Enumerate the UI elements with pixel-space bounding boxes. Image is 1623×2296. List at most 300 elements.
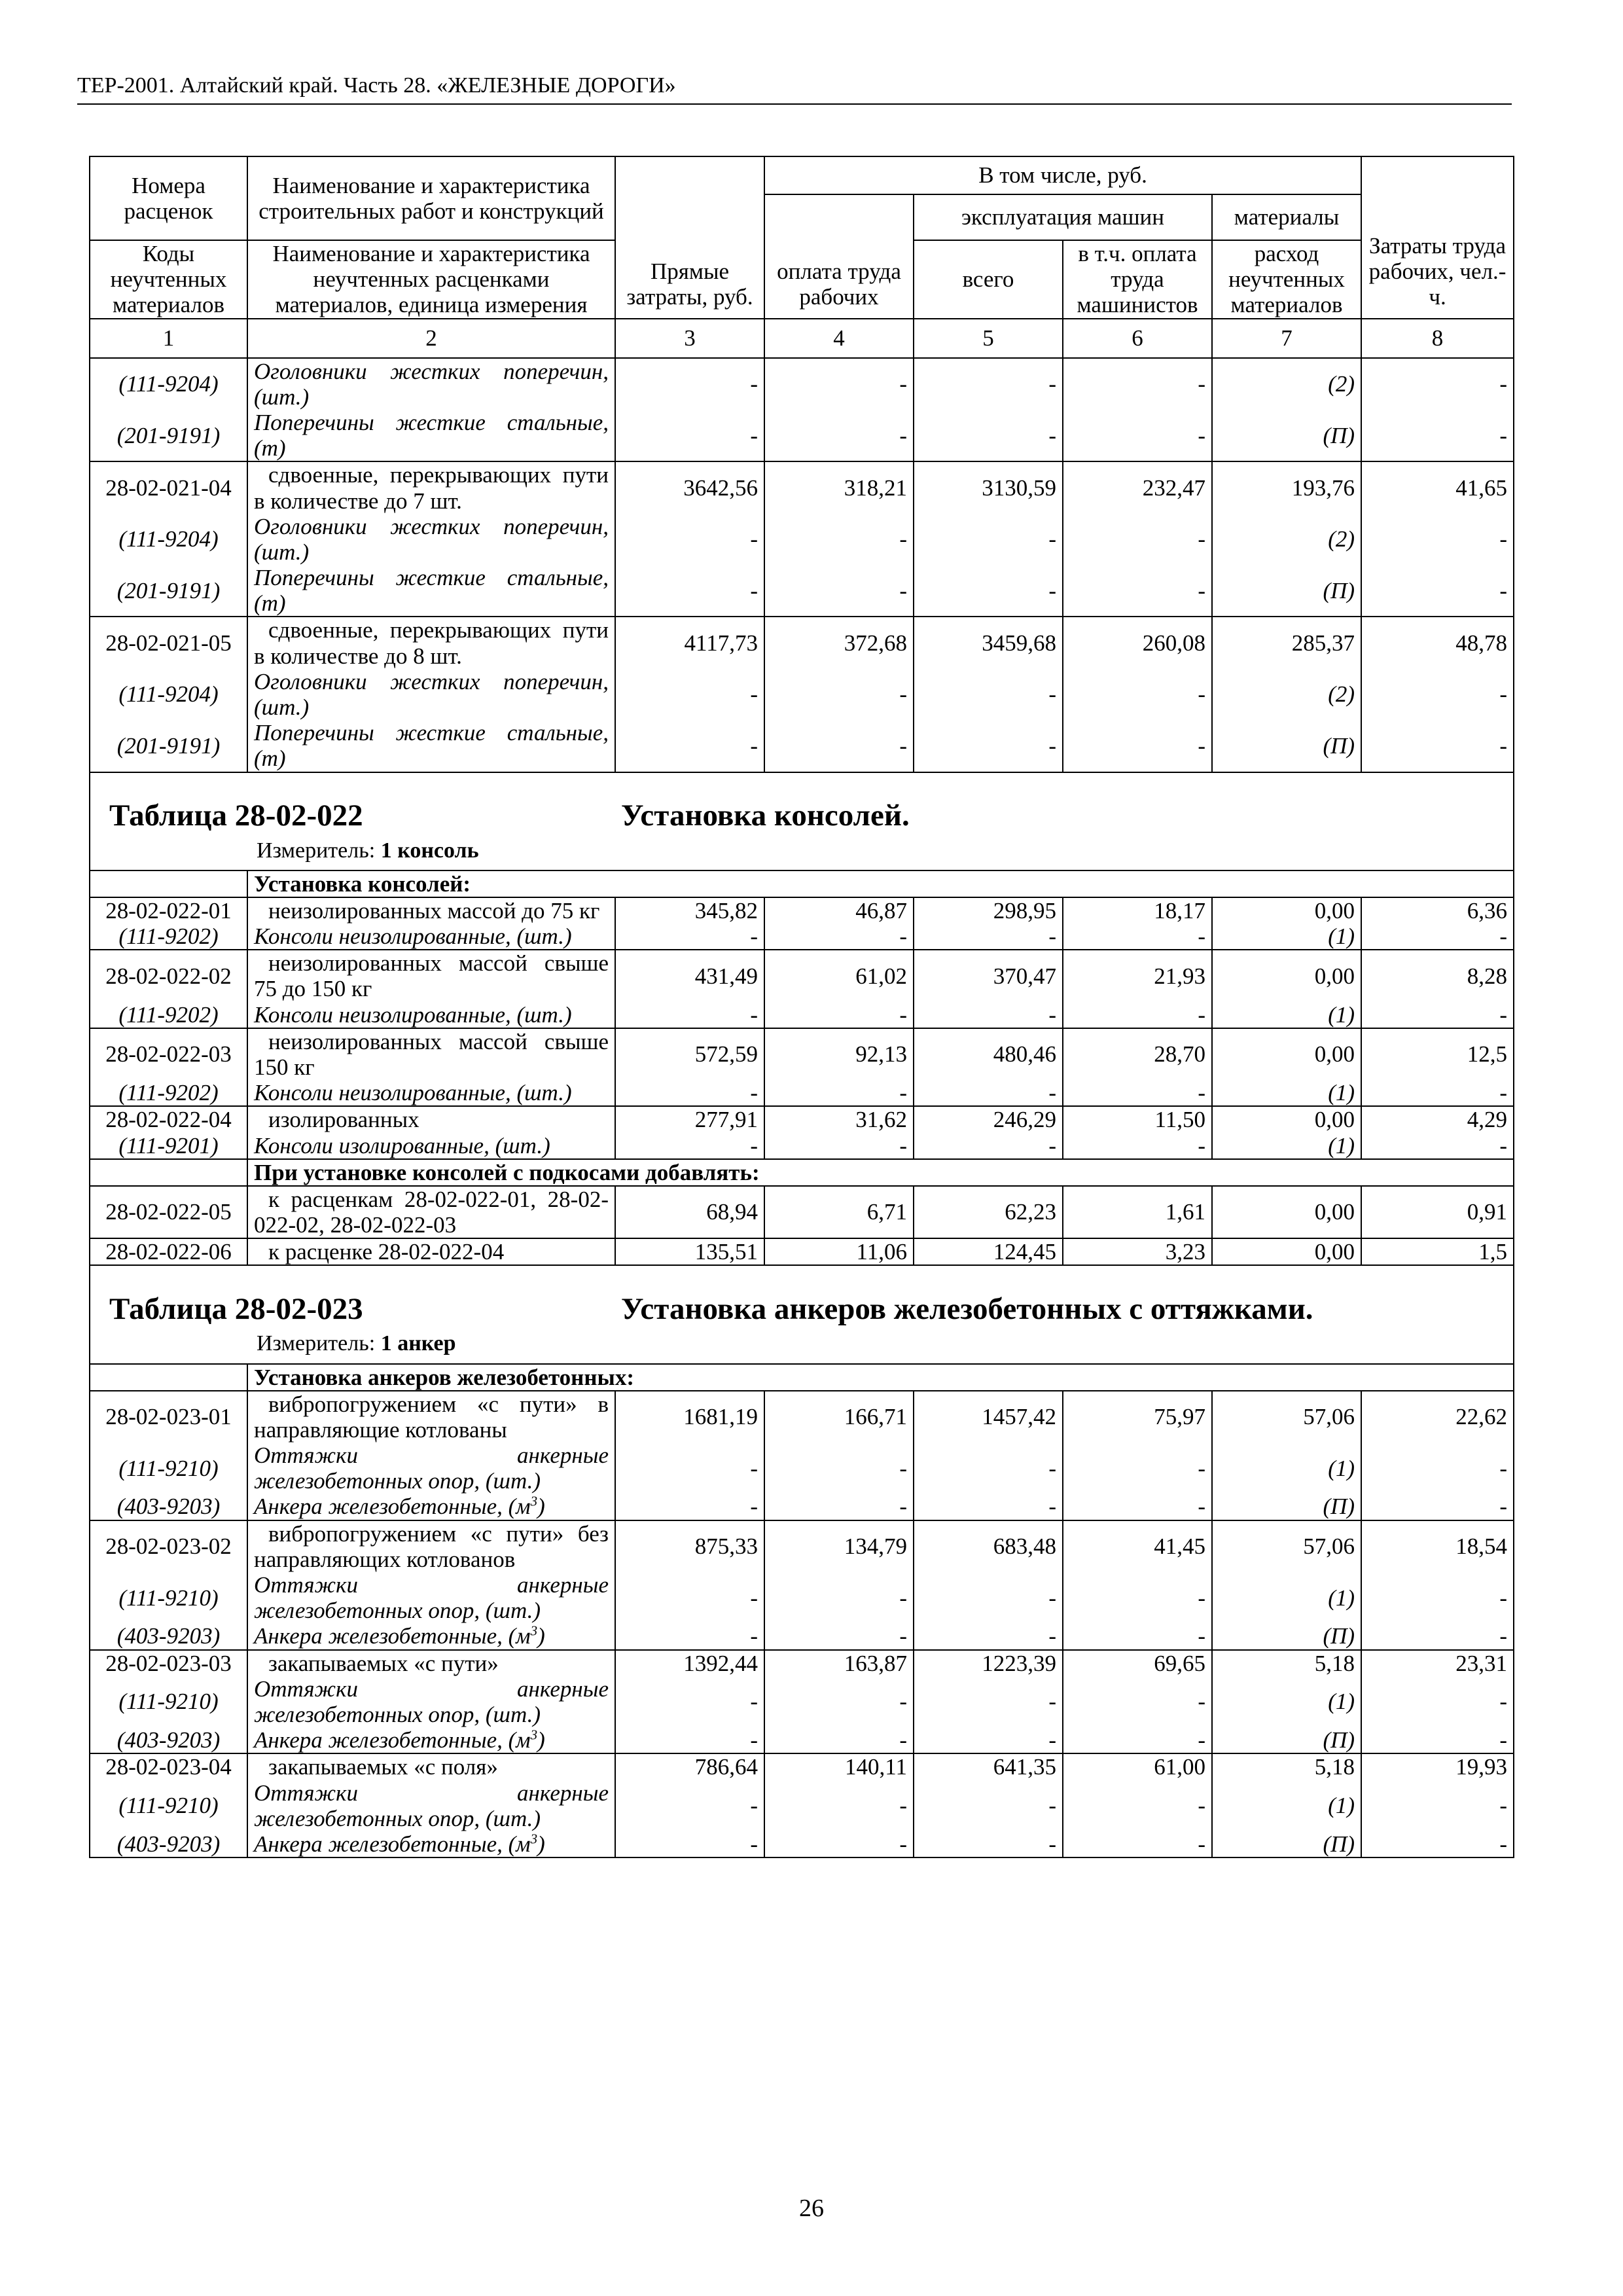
rate-row (90, 1391, 1514, 1443)
material-quantity: (1) (1212, 1780, 1361, 1831)
rate-code: 28-02-022-03 (90, 1028, 247, 1080)
unit-exponent: 3 (530, 1727, 538, 1743)
material-quantity: (1) (1212, 1133, 1361, 1159)
rate-row (90, 1028, 1514, 1080)
empty-value-dash: - (1063, 358, 1212, 410)
empty-value-dash: - (914, 358, 1063, 410)
rate-description (247, 461, 615, 513)
col-header-operator-pay: в т.ч. оплата труда машинистов (1063, 240, 1212, 319)
price-table (89, 156, 1514, 1858)
material-quantity: (П) (1212, 1494, 1361, 1520)
rate-value: 57,06 (1212, 1520, 1361, 1572)
empty-value-dash: - (1063, 669, 1212, 720)
unit-exponent: 3 (530, 1623, 538, 1639)
col-header-labor-costs: Затраты труда рабочих, чел.-ч. (1361, 156, 1514, 319)
rate-description-text: к расценке 28-02-022-04 (268, 1239, 505, 1265)
material-quantity: (П) (1212, 565, 1361, 617)
rate-value: 46,87 (764, 897, 914, 924)
empty-value-dash: - (615, 1002, 764, 1028)
empty-value-dash: - (615, 358, 764, 410)
material-row (90, 720, 1514, 772)
rate-value: 75,97 (1063, 1391, 1212, 1443)
empty-value-dash: - (764, 1494, 914, 1520)
table-number: Таблица 28-02-023 (109, 1292, 363, 1327)
rate-value: 163,87 (764, 1650, 914, 1676)
rate-value: 48,78 (1361, 617, 1514, 668)
empty-value-dash: - (1063, 1494, 1212, 1520)
material-code: (111-9202) (90, 1080, 247, 1106)
empty-value-dash: - (764, 410, 914, 461)
rate-value: 480,46 (914, 1028, 1063, 1080)
material-quantity: (1) (1212, 1572, 1361, 1623)
empty-value-dash: - (615, 1494, 764, 1520)
material-description: Консоли неизолированные, (шт.) (247, 1002, 615, 1028)
material-quantity: (1) (1212, 1080, 1361, 1106)
rate-value: 8,28 (1361, 950, 1514, 1001)
empty-value-dash: - (615, 1780, 764, 1831)
empty-value-dash: - (1361, 1623, 1514, 1649)
empty-value-dash: - (1361, 669, 1514, 720)
empty-value-dash: - (615, 1443, 764, 1494)
rate-value: 285,37 (1212, 617, 1361, 668)
empty-value-dash: - (1063, 1443, 1212, 1494)
col-number: 4 (764, 319, 914, 358)
empty-value-dash: - (764, 1676, 914, 1727)
rate-value: 140,11 (764, 1753, 914, 1780)
rate-value: 22,62 (1361, 1391, 1514, 1443)
material-code: (403-9203) (90, 1831, 247, 1857)
material-code: (403-9203) (90, 1623, 247, 1649)
material-description (247, 1727, 615, 1753)
rate-value: 19,93 (1361, 1753, 1514, 1780)
empty-value-dash: - (1063, 1780, 1212, 1831)
table-measure-row (90, 1331, 1514, 1363)
material-row (90, 1831, 1514, 1857)
col-number: 8 (1361, 319, 1514, 358)
rate-description-text: неизолированных массой свыше 75 до 150 кг (254, 950, 609, 1002)
section-heading-row (90, 1159, 1514, 1186)
rate-value: 370,47 (914, 950, 1063, 1001)
col-header-material-use: расход неучтенных материалов (1212, 240, 1361, 319)
rate-value: 0,00 (1212, 897, 1361, 924)
section-heading-blank (90, 1159, 247, 1186)
empty-value-dash: - (1361, 1831, 1514, 1857)
material-quantity: (1) (1212, 1002, 1361, 1028)
empty-value-dash: - (764, 1780, 914, 1831)
empty-value-dash: - (1063, 1676, 1212, 1727)
material-code: (111-9204) (90, 669, 247, 720)
empty-value-dash: - (764, 565, 914, 617)
rate-value: 298,95 (914, 897, 1063, 924)
material-description (247, 1831, 615, 1857)
material-code: (201-9191) (90, 565, 247, 617)
empty-value-dash: - (615, 565, 764, 617)
rate-value: 0,00 (1212, 1028, 1361, 1080)
empty-value-dash: - (914, 1623, 1063, 1649)
rate-value: 62,23 (914, 1186, 1063, 1238)
material-description-end: ) (537, 1831, 545, 1857)
table-measure-row (90, 838, 1514, 870)
table-title-cell (90, 1265, 1514, 1331)
empty-value-dash: - (1361, 514, 1514, 565)
material-quantity: (П) (1212, 720, 1361, 772)
empty-value-dash: - (1063, 1572, 1212, 1623)
rate-description (247, 1650, 615, 1676)
rate-value: 1681,19 (615, 1391, 764, 1443)
material-code: (111-9210) (90, 1780, 247, 1831)
section-heading: Установка анкеров железобетонных: (247, 1364, 1514, 1391)
rate-value: 1,5 (1361, 1238, 1514, 1265)
section-heading-row (90, 1364, 1514, 1391)
material-row (90, 669, 1514, 720)
col-header-machines: эксплуатация машин (914, 194, 1212, 240)
rate-value: 61,00 (1063, 1753, 1212, 1780)
material-code: (111-9210) (90, 1676, 247, 1727)
empty-value-dash: - (914, 1831, 1063, 1857)
rate-value: 246,29 (914, 1106, 1063, 1132)
rate-value: 1,61 (1063, 1186, 1212, 1238)
empty-value-dash: - (914, 1572, 1063, 1623)
material-description-text: Анкера железобетонные, (м (254, 1831, 531, 1857)
rate-value: 41,65 (1361, 461, 1514, 513)
rate-value: 0,00 (1212, 950, 1361, 1001)
rate-value: 166,71 (764, 1391, 914, 1443)
rate-row (90, 950, 1514, 1001)
empty-value-dash: - (1361, 1572, 1514, 1623)
empty-value-dash: - (1063, 410, 1212, 461)
column-numbers-row (90, 319, 1514, 358)
empty-value-dash: - (615, 1727, 764, 1753)
empty-value-dash: - (914, 1443, 1063, 1494)
rate-row (90, 1238, 1514, 1265)
material-row (90, 1572, 1514, 1623)
empty-value-dash: - (615, 514, 764, 565)
rate-value: 68,94 (615, 1186, 764, 1238)
rate-value: 0,00 (1212, 1238, 1361, 1265)
rate-value: 12,5 (1361, 1028, 1514, 1080)
rate-value: 260,08 (1063, 617, 1212, 668)
rate-description-text: изолированных (268, 1107, 419, 1133)
empty-value-dash: - (615, 1080, 764, 1106)
rate-value: 134,79 (764, 1520, 914, 1572)
unit-exponent: 3 (530, 1493, 538, 1509)
rate-row (90, 1650, 1514, 1676)
col-number: 5 (914, 319, 1063, 358)
rate-code: 28-02-023-04 (90, 1753, 247, 1780)
rate-description-text: вибропогружением «с пути» в направляющие котлованы (254, 1391, 609, 1443)
material-row (90, 1133, 1514, 1159)
material-description-end: ) (537, 1494, 545, 1520)
material-code: (111-9202) (90, 1002, 247, 1028)
material-code: (403-9203) (90, 1727, 247, 1753)
material-row (90, 1080, 1514, 1106)
rate-row (90, 617, 1514, 668)
rate-value: 431,49 (615, 950, 764, 1001)
rate-description (247, 1186, 615, 1238)
empty-value-dash: - (1361, 358, 1514, 410)
rate-code: 28-02-022-04 (90, 1106, 247, 1132)
rate-value: 0,91 (1361, 1186, 1514, 1238)
empty-value-dash: - (1361, 565, 1514, 617)
material-description-end: ) (537, 1727, 545, 1753)
measure-label: Измеритель: (257, 838, 376, 863)
rate-description (247, 1391, 615, 1443)
empty-value-dash: - (615, 1133, 764, 1159)
col-header-material-codes: Коды неучтенных материалов (90, 240, 247, 319)
empty-value-dash: - (914, 1494, 1063, 1520)
material-description: Поперечины жесткие стальные, (т) (247, 720, 615, 772)
empty-value-dash: - (764, 1831, 914, 1857)
material-description: Консоли неизолированные, (шт.) (247, 1080, 615, 1106)
col-header-rate-number: Номера расценок (90, 156, 247, 240)
rate-value: 21,93 (1063, 950, 1212, 1001)
col-header-including: В том числе, руб. (764, 156, 1361, 194)
rate-value: 372,68 (764, 617, 914, 668)
rate-value: 1392,44 (615, 1650, 764, 1676)
material-code: (111-9210) (90, 1572, 247, 1623)
material-row (90, 1002, 1514, 1028)
rate-code: 28-02-022-05 (90, 1186, 247, 1238)
material-description: Оттяжки анкерные железобетонных опор, (шт.) (247, 1572, 615, 1623)
material-description (247, 1623, 615, 1649)
table-name: Установка консолей. (621, 798, 910, 833)
section-heading-row (90, 870, 1514, 897)
rate-description (247, 1028, 615, 1080)
empty-value-dash: - (1361, 1080, 1514, 1106)
col-number: 3 (615, 319, 764, 358)
col-number: 1 (90, 319, 247, 358)
material-description (247, 1494, 615, 1520)
empty-value-dash: - (1063, 565, 1212, 617)
rate-value: 6,36 (1361, 897, 1514, 924)
rate-description-text: закапываемых «с поля» (268, 1754, 498, 1780)
material-quantity: (П) (1212, 1831, 1361, 1857)
rate-value: 875,33 (615, 1520, 764, 1572)
empty-value-dash: - (914, 1676, 1063, 1727)
rate-value: 6,71 (764, 1186, 914, 1238)
empty-value-dash: - (764, 924, 914, 950)
running-header: ТЕР-2001. Алтайский край. Часть 28. «ЖЕЛЕЗНЫЕ ДОРОГИ» (77, 73, 1512, 105)
rate-description (247, 897, 615, 924)
page-number: 26 (799, 2195, 824, 2222)
section-heading: При установке консолей с подкосами добавлять: (247, 1159, 1514, 1186)
material-row (90, 1780, 1514, 1831)
rate-description (247, 1238, 615, 1265)
empty-value-dash: - (764, 1002, 914, 1028)
empty-value-dash: - (764, 720, 914, 772)
rate-code: 28-02-022-02 (90, 950, 247, 1001)
material-quantity: (2) (1212, 669, 1361, 720)
rate-value: 61,02 (764, 950, 914, 1001)
empty-value-dash: - (615, 1831, 764, 1857)
col-number: 2 (247, 319, 615, 358)
rate-value: 4117,73 (615, 617, 764, 668)
material-quantity: (2) (1212, 358, 1361, 410)
section-heading-blank (90, 1364, 247, 1391)
rate-description-text: сдвоенные, перекрывающих пути в количестве до 7 шт. (254, 462, 609, 514)
empty-value-dash: - (1063, 1002, 1212, 1028)
material-quantity: (П) (1212, 1727, 1361, 1753)
empty-value-dash: - (914, 1002, 1063, 1028)
rate-value: 5,18 (1212, 1650, 1361, 1676)
rate-value: 18,54 (1361, 1520, 1514, 1572)
table-number: Таблица 28-02-022 (109, 798, 363, 833)
empty-value-dash: - (1361, 1494, 1514, 1520)
material-row (90, 1676, 1514, 1727)
col-header-material-names: Наименование и характеристика неучтенных расценками материалов, единица измерения (247, 240, 615, 319)
rate-description-text: к расценкам 28-02-022-01, 28-02-022-02, 28-02-022-03 (254, 1186, 609, 1238)
col-number: 7 (1212, 319, 1361, 358)
rate-value: 0,00 (1212, 1186, 1361, 1238)
material-description: Оттяжки анкерные железобетонных опор, (шт.) (247, 1780, 615, 1831)
material-quantity: (П) (1212, 410, 1361, 461)
material-description: Оголовники жестких поперечин, (шт.) (247, 514, 615, 565)
material-description-text: Анкера железобетонные, (м (254, 1494, 531, 1520)
material-row (90, 358, 1514, 410)
empty-value-dash: - (1361, 720, 1514, 772)
rate-value: 124,45 (914, 1238, 1063, 1265)
material-code: (111-9204) (90, 358, 247, 410)
material-description: Оттяжки анкерные железобетонных опор, (шт.) (247, 1676, 615, 1727)
empty-value-dash: - (914, 669, 1063, 720)
empty-value-dash: - (914, 410, 1063, 461)
empty-value-dash: - (1063, 514, 1212, 565)
section-heading: Установка консолей: (247, 870, 1514, 897)
rate-value: 28,70 (1063, 1028, 1212, 1080)
rate-row (90, 897, 1514, 924)
rate-value: 683,48 (914, 1520, 1063, 1572)
rate-value: 69,65 (1063, 1650, 1212, 1676)
empty-value-dash: - (1361, 1727, 1514, 1753)
rate-description-text: неизолированных массой до 75 кг (268, 897, 600, 924)
material-code: (111-9201) (90, 1133, 247, 1159)
empty-value-dash: - (914, 1080, 1063, 1106)
material-code: (111-9202) (90, 924, 247, 950)
rate-value: 11,50 (1063, 1106, 1212, 1132)
rate-value: 1457,42 (914, 1391, 1063, 1443)
rate-description-text: неизолированных массой свыше 150 кг (254, 1028, 609, 1080)
rate-description-text: сдвоенные, перекрывающих пути в количестве до 8 шт. (254, 617, 609, 669)
col-header-work-name: Наименование и характеристика строительных работ и конструкций (247, 156, 615, 240)
material-row (90, 514, 1514, 565)
empty-value-dash: - (764, 514, 914, 565)
rate-value: 11,06 (764, 1238, 914, 1265)
rate-value: 572,59 (615, 1028, 764, 1080)
rate-value: 41,45 (1063, 1520, 1212, 1572)
empty-value-dash: - (615, 669, 764, 720)
empty-value-dash: - (1361, 410, 1514, 461)
empty-value-dash: - (615, 1676, 764, 1727)
material-quantity: (П) (1212, 1623, 1361, 1649)
rate-value: 57,06 (1212, 1391, 1361, 1443)
table-title-cell (90, 772, 1514, 838)
empty-value-dash: - (615, 924, 764, 950)
measure-value: 1 консоль (380, 838, 479, 863)
rate-value: 345,82 (615, 897, 764, 924)
material-quantity: (2) (1212, 514, 1361, 565)
rate-value: 786,64 (615, 1753, 764, 1780)
col-number: 6 (1063, 319, 1212, 358)
material-row (90, 1494, 1514, 1520)
measure-unit (90, 1331, 1513, 1356)
rate-description-text: закапываемых «с пути» (268, 1650, 499, 1676)
empty-value-dash: - (914, 514, 1063, 565)
material-code: (403-9203) (90, 1494, 247, 1520)
rate-row (90, 461, 1514, 513)
material-code: (201-9191) (90, 720, 247, 772)
table-name: Установка анкеров железобетонных с оттяжками. (621, 1292, 1313, 1327)
empty-value-dash: - (764, 1572, 914, 1623)
empty-value-dash: - (914, 924, 1063, 950)
rate-value: 18,17 (1063, 897, 1212, 924)
material-row (90, 565, 1514, 617)
material-row (90, 1727, 1514, 1753)
material-quantity: (1) (1212, 1676, 1361, 1727)
col-header-labor-pay: оплата труда рабочих (764, 194, 914, 319)
empty-value-dash: - (1063, 924, 1212, 950)
material-quantity: (1) (1212, 1443, 1361, 1494)
material-description: Консоли изолированные, (шт.) (247, 1133, 615, 1159)
rate-value: 3642,56 (615, 461, 764, 513)
rate-code: 28-02-022-06 (90, 1238, 247, 1265)
material-description: Консоли неизолированные, (шт.) (247, 924, 615, 950)
empty-value-dash: - (1063, 1133, 1212, 1159)
rate-row (90, 1186, 1514, 1238)
col-header-machines-total: всего (914, 240, 1063, 319)
empty-value-dash: - (914, 565, 1063, 617)
empty-value-dash: - (914, 1780, 1063, 1831)
empty-value-dash: - (764, 1443, 914, 1494)
material-code: (111-9204) (90, 514, 247, 565)
rate-code: 28-02-022-01 (90, 897, 247, 924)
measure-label: Измеритель: (257, 1331, 376, 1356)
empty-value-dash: - (615, 1623, 764, 1649)
rate-description (247, 1520, 615, 1572)
measure-value: 1 анкер (380, 1331, 456, 1356)
material-row (90, 924, 1514, 950)
rate-value: 0,00 (1212, 1106, 1361, 1132)
empty-value-dash: - (615, 720, 764, 772)
material-row (90, 1443, 1514, 1494)
table-measure-cell (90, 1331, 1514, 1363)
table-title-row (90, 772, 1514, 838)
rate-value: 277,91 (615, 1106, 764, 1132)
measure-unit (90, 838, 1513, 863)
material-description: Поперечины жесткие стальные, (т) (247, 410, 615, 461)
empty-value-dash: - (764, 1727, 914, 1753)
rate-value: 31,62 (764, 1106, 914, 1132)
rate-code: 28-02-021-05 (90, 617, 247, 668)
rate-row (90, 1520, 1514, 1572)
rate-row (90, 1753, 1514, 1780)
rate-value: 193,76 (1212, 461, 1361, 513)
rate-value: 641,35 (914, 1753, 1063, 1780)
material-code: (201-9191) (90, 410, 247, 461)
empty-value-dash: - (764, 358, 914, 410)
rate-value: 318,21 (764, 461, 914, 513)
rate-code: 28-02-021-04 (90, 461, 247, 513)
material-quantity: (1) (1212, 924, 1361, 950)
rate-value: 5,18 (1212, 1753, 1361, 1780)
material-description: Оголовники жестких поперечин, (шт.) (247, 358, 615, 410)
empty-value-dash: - (1361, 1676, 1514, 1727)
material-description: Оттяжки анкерные железобетонных опор, (шт.) (247, 1443, 615, 1494)
material-description-end: ) (537, 1623, 545, 1649)
table-measure-cell (90, 838, 1514, 870)
rate-value: 3,23 (1063, 1238, 1212, 1265)
material-description-text: Анкера железобетонные, (м (254, 1623, 531, 1649)
empty-value-dash: - (914, 720, 1063, 772)
